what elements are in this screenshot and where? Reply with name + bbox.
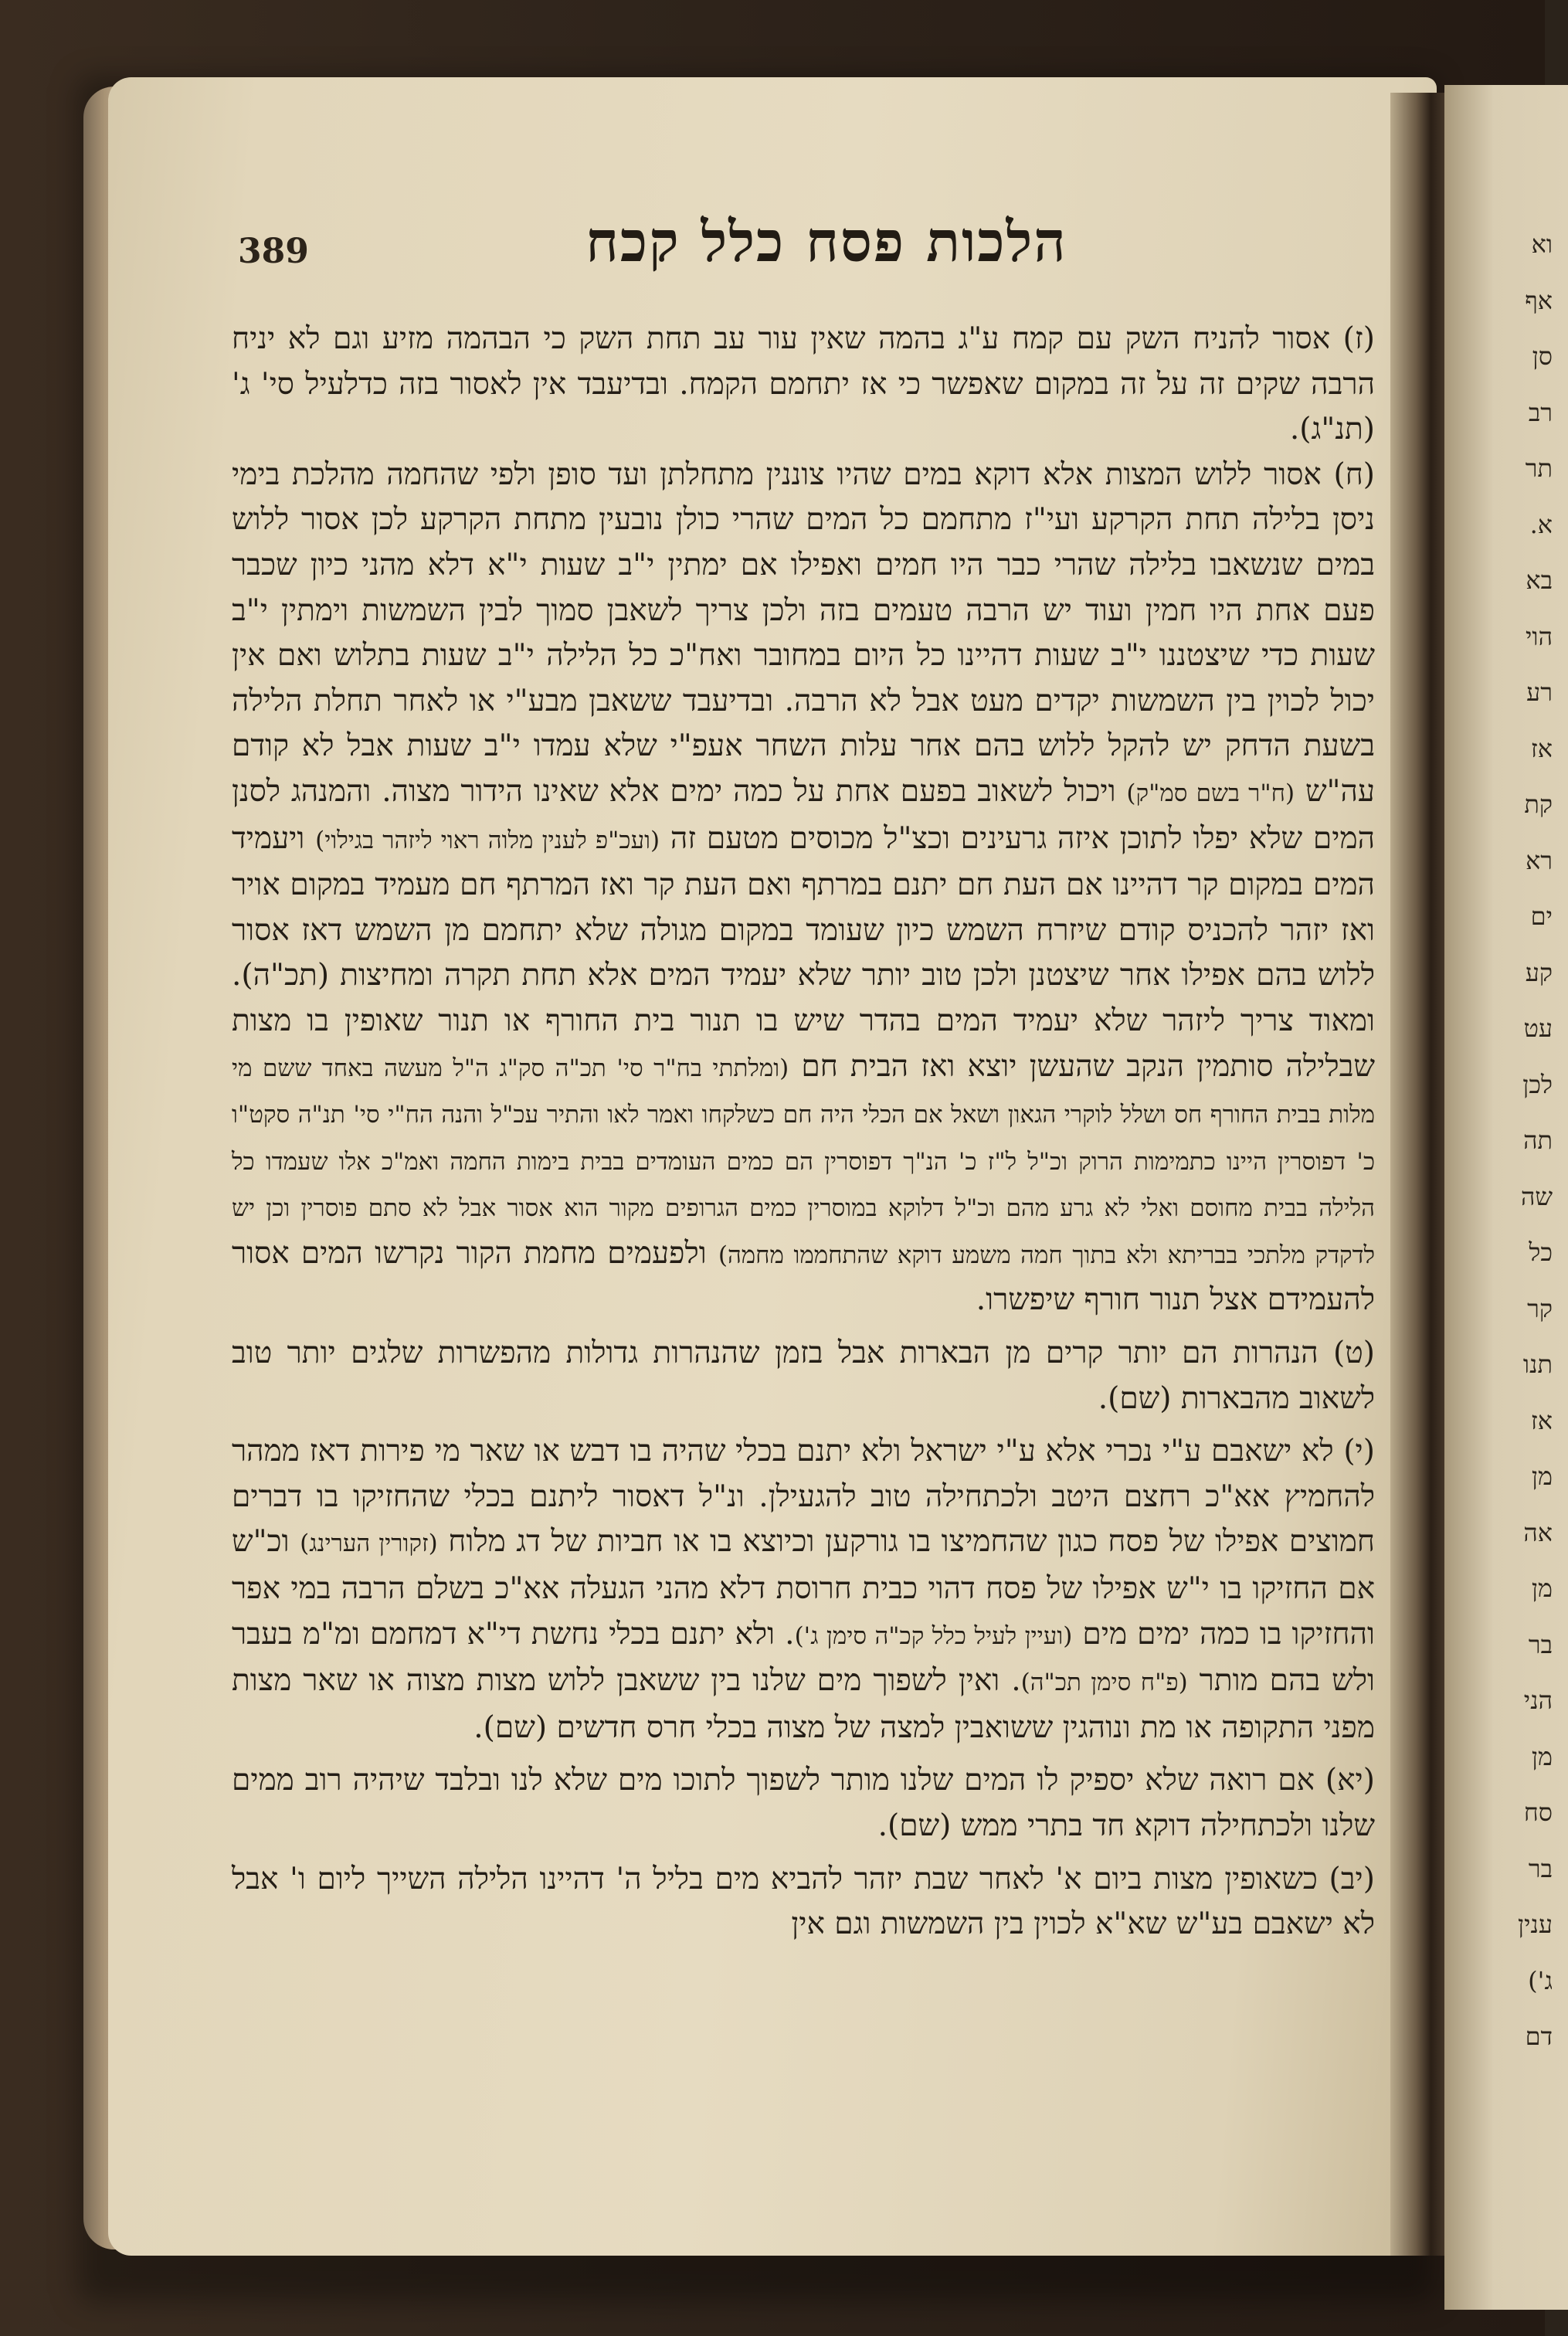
paragraph-ch [232,453,1375,1323]
facing-page-fragment: קת [1524,789,1553,819]
facing-page-fragment: וא [1531,229,1553,259]
page-body [232,317,1375,2209]
facing-page-fragment: שה [1520,1181,1553,1211]
facing-page-fragment: סח [1523,1798,1553,1827]
paragraph-ya [232,1758,1375,1849]
facing-page-fragment: תר [1525,453,1553,483]
paragraph-text: (יא) אם רואה שלא יספיק לו המים שלנו מותר לשפוך לתוכו מים שלא לנו ובלבד שיהיה רוב ממים שלנו ולכתחילה דוקא חד בתרי ממש (שם). [232,1763,1375,1843]
facing-page-fragment: בר [1528,1853,1553,1883]
paragraph-text: . ואין לשפוך מים שלנו בין ששאבן ללוש מצות מצוה או שאר מצות מפני התקופה או מת ונוהגין ששואבין למצה של מצוה בכלי חרס חדשים (שם). [232,1663,1375,1745]
facing-page-fragment: ים [1530,901,1553,931]
facing-page-fragment: הוי [1526,621,1553,651]
paragraph-text: (ח) אסור ללוש המצות אלא דוקא במים שהיו צוננין מתחלתן ועד סופן ולפי שהחמה מהלכת בימי ניסן בלילה תחת הקרקע ועי"ז מתחמם כל המים שהרי כולן נובעין מתחת הקרקע לכן אסור ללוש במים שנשאבו בלילה שהרי כבר היו חמים ואפילו אם ימתין י"ב שעות י"א דלא מהני כיון שכבר פעם אחת היו חמין ועוד יש הרבה טעמים בזה ולכן צריך לשאבן סמוך לבין השמשות וימתין י"ב שעות כדי שיצטננו י"ב שעות דהיינו כל היום במחובר ואח"כ כל הלילה י"ב שעות בתלוש ואם אין יכול לכוין בין השמשות יקדים מעט אבל לא הרבה. ובדיעבד ששאבן מבע"י או לאחר תחלת הלילה בשעת הדחק יש להקל ללוש בהם אחר עלות השחר אעפ"י שלא עמדו י"ב שעות אבל לא קודם עה"ש [232,457,1375,809]
facing-page-fragment: ג') [1528,1965,1553,1995]
paragraph-text: (יב) כשאופין מצות ביום א' לאחר שבת יזהר להביא מים בליל ה' דהיינו הלילה השייך ליום ו' אבל לא ישאבם בע"ש שא"א לכוין בין השמשות וגם אין [232,1861,1375,1942]
paragraph-text: וכ"ש אם החזיקו בו י"ש אפילו של פסח דהוי כבית חרוסת דלא מהני הגעלה אא"כ בשלם הרבה במי אפר והחזיקו בו כמה ימים מים [232,1524,1375,1652]
paragraph-text: ויעמיד המים במקום קר דהיינו אם העת חם יתנם במרתף ואם העת קר ואז המרתף חם מעמיד במקום אויר ואז יזהר להכניס קודם שיזרח השמש כיון שעומד במקום מגולה שלא יתחמם מן השמש דאז אסור ללוש בהם אפילו אחר שיצטנן ולכן טוב יותר שלא יעמיד המים אלא תחת תקרה ומחיצות (תכ"ה). ומאוד צריך ליזהר שלא יעמיד המים בהדר שיש בו תנור בית החורף או תנור שאופין בו מצות שבלילה סותמין הנקב שהעשן יוצא ואז הבית חם [232,820,1375,1084]
facing-page-fragment: הני [1523,1686,1553,1715]
facing-page-fragment: מן [1531,1574,1553,1603]
facing-page-fragment: דם [1525,2022,1553,2051]
paragraph-text: ולפעמים מחמת הקור נקרשו המים אסור להעמידם אצל תנור חורף שיפשרו. [232,1235,1375,1318]
facing-page-fragment: תנו [1522,1350,1553,1379]
facing-page-fragment: עט [1523,1014,1553,1043]
facing-page-fragment: קר [1527,1293,1553,1323]
page-header [224,209,1390,301]
facing-page-fragment: קע [1525,957,1553,987]
gloss-note: (ועכ"פ לענין מלוה ראוי ליזהר בגילוי) [315,826,660,854]
gloss-note: (ועיין לעיל כלל קכ"ה סימן ג') [794,1621,1073,1650]
facing-page-fragment: כל [1529,1238,1553,1267]
facing-page-fragment: סן [1532,341,1553,371]
facing-page-fragment: רע [1526,677,1553,707]
facing-page [1444,85,1568,2310]
page-title: הלכות פסח כלל קכח [585,209,1067,274]
paragraph-y [232,1429,1375,1750]
paragraph-text: (י) לא ישאבם ע"י נכרי אלא ע"י ישראל ולא יתנם בכלי שהיה בו דבש או שאר מי פירות דאז ממהר להחמיץ אא"כ רחצם היטב ולכתחילה טוב להגעילן. ונ"ל דאסור ליתנם בכלי שהחזיקו בו דברים חמוצים אפילו של פסח כגון שהחמיצו בו גורקען וכיוצא בו או חביות של דג מלוח [232,1434,1375,1560]
facing-page-fragment: אז [1530,733,1553,763]
facing-page-fragment: א. [1529,509,1553,539]
gloss-note: (זקורין הערינג) [300,1530,438,1558]
facing-page-fragment: רב [1528,397,1553,427]
facing-page-fragment: אף [1525,285,1553,315]
facing-page-fragment: מן [1531,1462,1553,1491]
paragraph-text: (ט) הנהרות הם יותר קרים מן הבארות אבל בזמן שהנהרות גדולות מהפשרות שלגים יותר טוב לשאוב מהבארות (שם). [232,1336,1375,1416]
facing-page-fragment: רא [1526,845,1553,875]
facing-page-fragment: מן [1531,1741,1553,1771]
facing-page-fragment: לכן [1522,1069,1553,1099]
paragraph-text: . ולא יתנם בכלי נחשת די"א דמחמם ומ"מ בעבר ולש בהם מותר [232,1616,1376,1699]
paragraph-t [232,1331,1375,1421]
paragraph-text: ויכול לשאוב בפעם אחת על כמה ימים אלא שאינו הידור מצוה. והמנהג לסנן המים שלא יפלו לתוכן איזה גרעינים וכצ"ל מכוסים מטעם זה [232,773,1375,856]
gloss-note: (ומלתתי בח"ר סי' תכ"ה סק"ג ה"ל מעשה באחד ששם מי מלות בבית החורף חס ושלל לוקרי הגאון ושאל אם הכלי היה חם כשלקחו ואמר לאו והתיר עכ"ל והנה הח"י סי' תנ"ה סקט"ו כ' דפוסרין היינו כתמימות הרוק וכ"ל ל"ז כ' הנ"ך דפוסרין הם כמים העומדים בבית בימות החמה ואמ"כ אלו שעמדו כל הלילה בבית מחוסם ואלי לא גרע מהם וכ"ל דלוקא במוסרין כמים הגרופים מקור הוא אסור אבל לא סתם פוסרין וכן יש לדקדק מלתכי בבריתא ולא בתוך חמה משמע דוקא שהתחממו מחמה) [232,1054,1375,1269]
facing-page-fragment: ענין [1517,1910,1553,1939]
page-number: 389 [238,232,309,271]
facing-page-fragment: אה [1523,1517,1553,1547]
book-gutter [1390,93,1448,2256]
facing-page-fragment: תה [1523,1126,1553,1155]
source-citation: (ח"ר בשם סמ"ק) [1126,779,1295,807]
facing-page-fragment: בא [1526,565,1553,595]
paragraph-text: (ז) אסור להניח השק עם קמח ע"ג בהמה שאין עור עב תחת השק כי הבהמה מזיע וגם לא יניח הרבה שקים זה על זה במקום שאפשר כי אז יתחמם הקמח. ובדיעבד אין לאסור בזה כדלעיל סי' ג' (תנ"ג). [232,321,1375,447]
gloss-note: (פ"ח סימן תכ"ה) [1020,1669,1188,1697]
paragraph-z [232,317,1375,453]
paragraph-yb [232,1857,1375,1947]
facing-page-fragment: בר [1528,1629,1553,1659]
facing-page-fragment: אז [1530,1405,1553,1435]
